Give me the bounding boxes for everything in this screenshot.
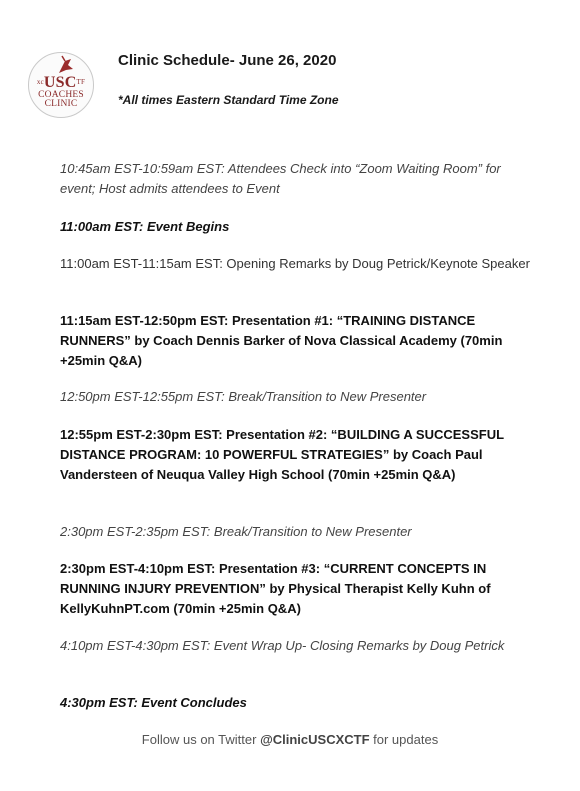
schedule-item-break-1: 12:50pm EST-12:55pm EST: Break/Transition to New Presenter	[60, 389, 427, 404]
schedule-item-event-begins: 11:00am EST: Event Begins	[60, 219, 230, 234]
footer-prefix: Follow us on Twitter	[141, 732, 261, 747]
schedule-item-checkin: 10:45am EST-10:59am EST: Attendees Check into “Zoom Waiting Room” for event; Host admits attendees to Event	[60, 161, 501, 196]
logo-line-3: CLINIC	[44, 99, 78, 109]
timezone-note: *All times Eastern Standard Time Zone	[118, 93, 339, 107]
logo-line-1: xcUSCTF	[36, 74, 86, 91]
clinic-logo	[28, 52, 94, 118]
schedule-item-opening-remarks: 11:00am EST-11:15am EST: Opening Remarks by Doug Petrick/Keynote Speaker	[60, 256, 530, 271]
schedule-item-presentation-1: 11:15am EST-12:50pm EST: Presentation #1: “TRAINING DISTANCE RUNNERS” by Coach Dennis Barker of Nova Classical Academy (70min +25min Q&A)	[60, 313, 503, 368]
schedule-item-wrap-up: 4:10pm EST-4:30pm EST: Event Wrap Up- Closing Remarks by Doug Petrick	[60, 638, 505, 653]
footer-note	[0, 732, 580, 747]
schedule-item-break-2: 2:30pm EST-2:35pm EST: Break/Transition to New Presenter	[60, 524, 412, 539]
schedule-item-presentation-3: 2:30pm EST-4:10pm EST: Presentation #3: “CURRENT CONCEPTS IN RUNNING INJURY PREVENTION” by Physical Therapist Kelly Kuhn of KellyKuhnPT.com (70min +25min Q&A)	[60, 561, 491, 616]
logo-line-2: COACHES	[38, 90, 84, 100]
page-title: Clinic Schedule- June 26, 2020	[118, 52, 337, 69]
footer-suffix: for updates	[369, 732, 439, 747]
schedule-item-presentation-2: 12:55pm EST-2:30pm EST: Presentation #2: “BUILDING A SUCCESSFUL DISTANCE PROGRAM: 10 POWERFUL STRATEGIES” by Coach Paul Vandersteen of Neuqua Valley High School (70min +25min Q&A)	[60, 427, 504, 482]
schedule-item-event-concludes: 4:30pm EST: Event Concludes	[60, 695, 247, 710]
twitter-handle: @ClinicUSCXCTF	[260, 732, 370, 747]
